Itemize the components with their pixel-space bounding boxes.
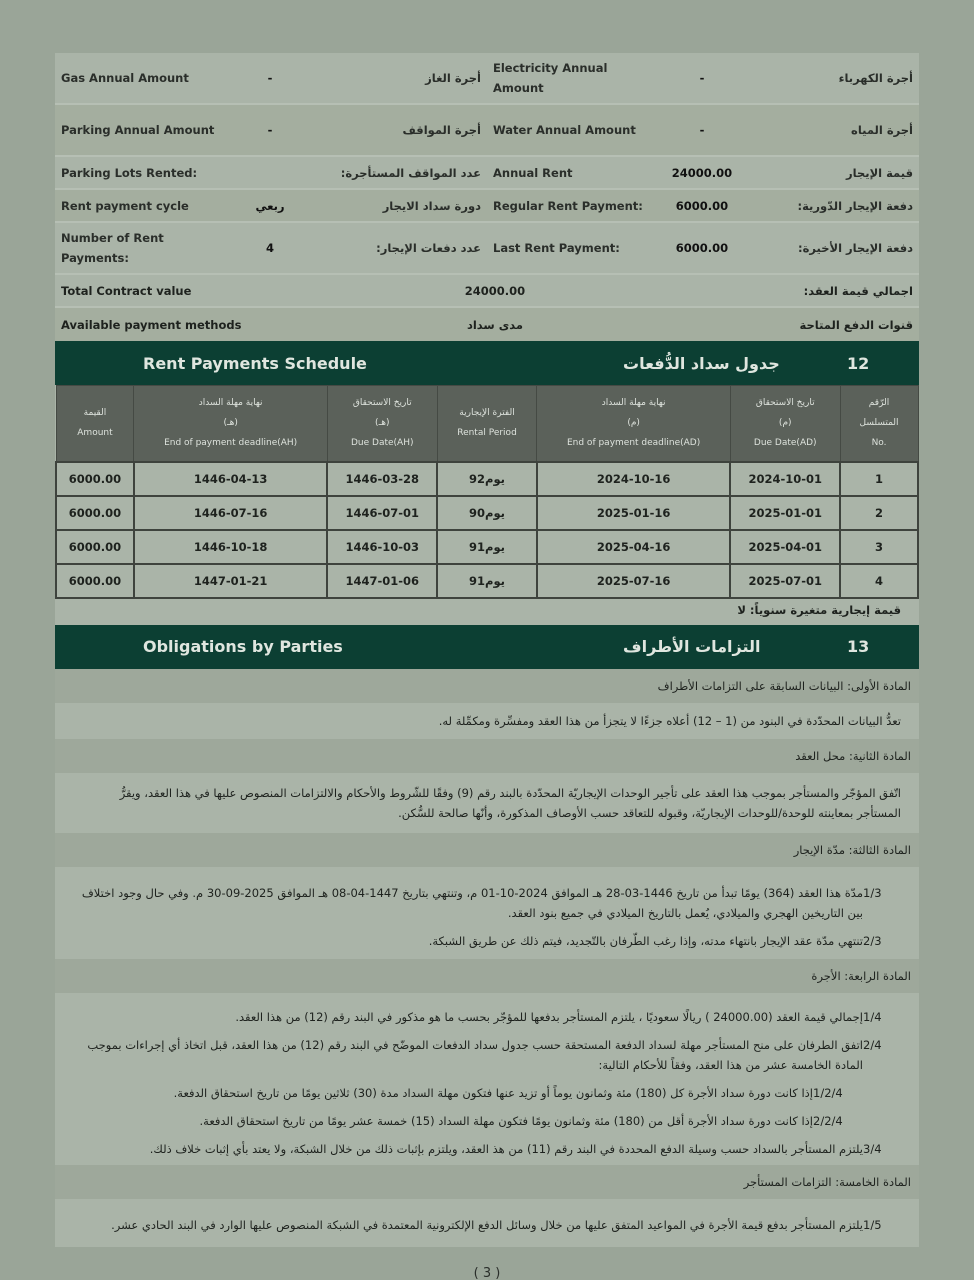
- article-3-body: [55, 867, 919, 959]
- schedule-cell: 3: [840, 530, 918, 564]
- clause-4-2-1: [73, 1083, 901, 1103]
- payment-methods-value: مدى سداد: [466, 317, 524, 332]
- info-value: 24000.00: [671, 165, 733, 180]
- schedule-cell: 1446-03-28: [327, 462, 437, 496]
- article-1-heading: المادة الأولى: البيانات السابقة على التزامات الأطراف: [55, 669, 919, 703]
- header-line: (هـ): [223, 418, 238, 429]
- info-label-en: Rent payment cycle: [61, 198, 189, 213]
- info-row: [55, 223, 919, 275]
- info-label-en: Gas Annual Amount: [61, 71, 189, 85]
- info-label-ar: أجرة الغاز: [425, 71, 481, 85]
- info-value: -: [267, 71, 273, 85]
- schedule-cell: 92يوم: [437, 462, 537, 496]
- header-line: الرّقم: [868, 398, 890, 409]
- info-label-ar: أجرة المياه: [851, 123, 913, 137]
- header-line: Due Date(AD): [753, 438, 817, 449]
- schedule-cell: 91يوم: [437, 530, 537, 564]
- info-right-half: [487, 105, 919, 155]
- clause-text: يلتزم المستأجر بالسداد حسب وسيلة الدفع المحددة في البند رقم (11) من هذ العقد، ويلتزم بإثبات ذلك من خلال الشبكة، ولا يعتد بأي إثبات خلاف ذلك.: [149, 1141, 863, 1156]
- header-line: نهاية مهلة السداد: [601, 398, 666, 409]
- article-1-text: تعدُّ البيانات المحدّدة في البنود من (1 – 12) أعلاه جزءًا لا يتجزأ من هذا العقد ومفسِّرة ومكمِّلة له.: [438, 713, 901, 728]
- schedule-cell: 2: [840, 496, 918, 530]
- total-contract-label-en: Total Contract value: [61, 283, 192, 298]
- info-value: ربعي: [255, 198, 285, 213]
- article-2-heading: المادة الثانية: محل العقد: [55, 739, 919, 773]
- schedule-cell: 6000.00: [56, 462, 134, 496]
- schedule-cell: 1447-01-21: [134, 564, 327, 598]
- info-value: -: [699, 123, 705, 137]
- clause-number: 2/2/4: [813, 1113, 843, 1128]
- schedule-row: [56, 496, 918, 530]
- schedule-cell: 90يوم: [437, 496, 537, 530]
- clause-4-2-2: [73, 1111, 901, 1131]
- clause-number: 2/3: [863, 933, 882, 948]
- schedule-cell: 1446-07-16: [134, 496, 327, 530]
- schedule-header-cell: [134, 386, 327, 462]
- info-value: -: [267, 123, 273, 137]
- section-12-title-en: Rent Payments Schedule: [143, 353, 367, 373]
- info-row: [55, 53, 919, 105]
- schedule-cell: 6000.00: [56, 530, 134, 564]
- schedule-cell: 2025-01-01: [730, 496, 840, 530]
- schedule-cell: 1446-04-13: [134, 462, 327, 496]
- schedule-cell: 6000.00: [56, 496, 134, 530]
- schedule-header-row: [56, 386, 918, 462]
- info-left-half: [55, 157, 487, 188]
- header-line: (هـ): [375, 418, 390, 429]
- article-5-body: [55, 1199, 919, 1247]
- info-label-en: Number of Rent Payments:: [61, 231, 164, 265]
- clause-text: إذا كانت دورة سداد الأجرة أقل من (180) مئة وثمانون يومًا فتكون مهلة السداد (15) خمسة عشر يومًا من تاريخ استحقاق الدفعة.: [199, 1113, 813, 1128]
- info-label-en: Last Rent Payment:: [493, 241, 620, 255]
- clause-3-2: [73, 931, 901, 951]
- info-right-half: [487, 157, 919, 188]
- schedule-cell: 91يوم: [437, 564, 537, 598]
- section-13-number: 13: [847, 637, 870, 656]
- schedule-header-cell: [437, 386, 537, 462]
- header-line: Amount: [77, 428, 113, 439]
- total-contract-value: 24000.00: [464, 283, 526, 298]
- schedule-header-cell: [56, 386, 134, 462]
- info-left-half: [55, 190, 487, 221]
- article-2-body: [55, 773, 919, 833]
- header-line: نهاية مهلة السداد: [198, 398, 263, 409]
- clause-number: 1/3: [863, 885, 882, 900]
- info-label-ar: دفعة الإيجار الدّورية:: [797, 198, 913, 213]
- info-row: [55, 105, 919, 157]
- info-right-half: [487, 190, 919, 221]
- schedule-cell: 2025-04-01: [730, 530, 840, 564]
- section-13-header: [55, 625, 919, 669]
- info-label-en: Annual Rent: [493, 165, 573, 180]
- clause-text: يلتزم المستأجر بدفع قيمة الأجرة في المواعيد المتفق عليها من خلال وسائل الدفع الإلكترونية المعتمدة في الشبكة المنصوص عليها الوارد في البند الحادي عشر.: [111, 1217, 863, 1232]
- section-12-number: 12: [847, 353, 870, 373]
- info-label-ar: عدد المواقف المستأجرة:: [340, 165, 481, 180]
- schedule-cell: 2025-07-01: [730, 564, 840, 598]
- clause-text: إجمالي قيمة العقد (24000.00 ) ريالًا سعوديًا ، يلتزم المستأجر بدفعها للمؤجّر بحسب ما هو مذكور في البند رقم (12) من هذا العقد.: [235, 1009, 863, 1024]
- clause-text: تنتهي مدّة عقد الإيجار بانتهاء مدته، وإذا رغب الطّرفان بالتّجديد، فيتم ذلك عن طريق الشبكة.: [428, 933, 863, 948]
- payment-methods-label-ar: قنوات الدفع المتاحة: [799, 317, 913, 332]
- clause-4-2: [73, 1035, 901, 1075]
- info-label-ar: عدد دفعات الإيجار:: [376, 241, 481, 255]
- info-label-ar: أجرة المواقف: [402, 123, 481, 137]
- info-value: 6000.00: [675, 198, 729, 213]
- info-label-ar: قيمة الإيجار: [846, 165, 913, 180]
- schedule-header-cell: [840, 386, 918, 462]
- section-12-title-ar: جدول سداد الدُّفعات: [623, 353, 780, 373]
- clause-number: 1/5: [863, 1217, 882, 1232]
- clause-text: إذا كانت دورة سداد الأجرة كل (180) مئة وثمانون يوماً أو تزيد عنها فتكون مهلة السداد مدة (30) ثلاثين يومًا من تاريخ استحقاق الدفعة.: [173, 1085, 813, 1100]
- section-13-title-en: Obligations by Parties: [143, 637, 343, 656]
- header-line: تاريخ الاستحقاق: [352, 398, 412, 409]
- schedule-cell: 2025-07-16: [537, 564, 730, 598]
- info-value: 6000.00: [675, 241, 729, 255]
- clause-text: اتفق الطرفان على منح المستأجر مهلة لسداد الدفعة المستحقة حسب جدول سداد الدفعات الموضّح في البند رقم (12) من هذا العقد، قبل اتخاذ أي إجراءات بموجب المادة الخامسة عشر من هذا العقد، وفقاً للأحكام التالية:: [87, 1037, 863, 1072]
- schedule-cell: 2024-10-16: [537, 462, 730, 496]
- header-line: المتسلسل: [859, 418, 899, 429]
- info-value: -: [699, 71, 705, 85]
- clause-3-1: [73, 883, 901, 923]
- article-4-heading: المادة الرابعة: الأجرة: [55, 959, 919, 993]
- info-value: 4: [265, 241, 274, 255]
- schedule-row: [56, 530, 918, 564]
- property-info-grid: [55, 53, 919, 275]
- clause-number: 1/4: [863, 1009, 882, 1024]
- schedule-cell: 1446-10-03: [327, 530, 437, 564]
- article-3-heading: المادة الثالثة: مدّة الإيجار: [55, 833, 919, 867]
- rent-payments-schedule-table: [55, 385, 919, 599]
- article-4-body: [55, 993, 919, 1165]
- schedule-cell: 2024-10-01: [730, 462, 840, 496]
- info-left-half: [55, 223, 487, 273]
- article-2-text: اتّفق المؤجّر والمستأجر بموجب هذا العقد على تأجير الوحدات الإيجاريّة المحدّدة بالبند رقم (9) وفقًا للشّروط والأحكام والالتزامات المنصوص عليها في هذا العقد، ويقرُّ المستأجر بمعاينته للوحدة/للوحدات الإيجاريّة، وقبوله للتعاقد حسب الأوصاف المذكورة، وأنّها صالحة للسُّكن.: [119, 785, 901, 820]
- schedule-header-cell: [730, 386, 840, 462]
- clause-number: 3/4: [863, 1141, 882, 1156]
- schedule-row: [56, 462, 918, 496]
- schedule-body: [56, 462, 918, 598]
- header-line: Rental Period: [457, 428, 517, 439]
- schedule-cell: 6000.00: [56, 564, 134, 598]
- variable-rent-note: قيمة إيجارية متغيرة سنوياً: لا: [737, 602, 901, 617]
- schedule-cell: 1446-10-18: [134, 530, 327, 564]
- header-line: No.: [871, 438, 887, 449]
- page-number: ( 3 ): [473, 1266, 501, 1280]
- contract-page: [55, 53, 919, 1247]
- schedule-cell: 4: [840, 564, 918, 598]
- header-line: Due Date(AH): [351, 438, 414, 449]
- schedule-cell: 1447-01-06: [327, 564, 437, 598]
- info-label-en: Water Annual Amount: [493, 123, 636, 137]
- schedule-header-cell: [327, 386, 437, 462]
- clause-number: 1/2/4: [813, 1085, 843, 1100]
- payment-methods-label-en: Available payment methods: [61, 317, 242, 332]
- info-label-ar: دورة سداد الايجار: [382, 198, 481, 213]
- info-row: [55, 190, 919, 223]
- clause-4-1: [73, 1007, 901, 1027]
- info-label-ar: أجرة الكهرباء: [838, 71, 913, 85]
- section-12-header: [55, 341, 919, 385]
- schedule-header-cell: [537, 386, 730, 462]
- info-left-half: [55, 53, 487, 103]
- payment-methods-row: [55, 308, 919, 341]
- header-line: الفترة الإيجارية: [459, 408, 515, 419]
- header-line: (م): [627, 418, 640, 429]
- header-line: End of payment deadline(AH): [164, 438, 298, 449]
- info-row: [55, 157, 919, 190]
- clause-text: مدّة هذا العقد (364) يومًا تبدأ من تاريخ 1446-03-28 هـ الموافق 2024-10-01 م، وتنتهي بتاريخ 1447-04-08 هـ الموافق 2025-09-30 م. وفي حال وجود اختلاف بين التاريخين الهجري والميلادي، يُعمل بالتاريخ الميلادي في جميع بنود العقد.: [81, 885, 863, 920]
- clause-4-3: [73, 1139, 901, 1159]
- info-label-en: Regular Rent Payment:: [493, 198, 643, 213]
- schedule-cell: 1: [840, 462, 918, 496]
- article-5-heading: المادة الخامسة: التزامات المستأجر: [55, 1165, 919, 1199]
- info-label-en: Electricity Annual Amount: [493, 61, 608, 95]
- header-line: تاريخ الاستحقاق: [755, 398, 815, 409]
- info-label-ar: دفعة الإيجار الأخيرة:: [798, 241, 913, 255]
- schedule-row: [56, 564, 918, 598]
- clause-5-1: [73, 1215, 901, 1235]
- total-contract-row: [55, 275, 919, 308]
- schedule-cell: 2025-01-16: [537, 496, 730, 530]
- schedule-cell: 2025-04-16: [537, 530, 730, 564]
- info-label-en: Parking Annual Amount: [61, 123, 215, 137]
- clause-number: 2/4: [863, 1037, 882, 1052]
- article-1-body: [55, 703, 919, 739]
- header-line: القيمة: [83, 408, 107, 419]
- total-contract-label-ar: اجمالي قيمة العقد:: [803, 283, 913, 298]
- info-label-en: Parking Lots Rented:: [61, 165, 198, 180]
- schedule-cell: 1446-07-01: [327, 496, 437, 530]
- header-line: End of payment deadline(AD): [566, 438, 701, 449]
- info-right-half: [487, 223, 919, 273]
- header-line: (م): [778, 418, 792, 429]
- section-13-title-ar: التزامات الأطراف: [623, 637, 761, 656]
- info-right-half: [487, 53, 919, 103]
- info-left-half: [55, 105, 487, 155]
